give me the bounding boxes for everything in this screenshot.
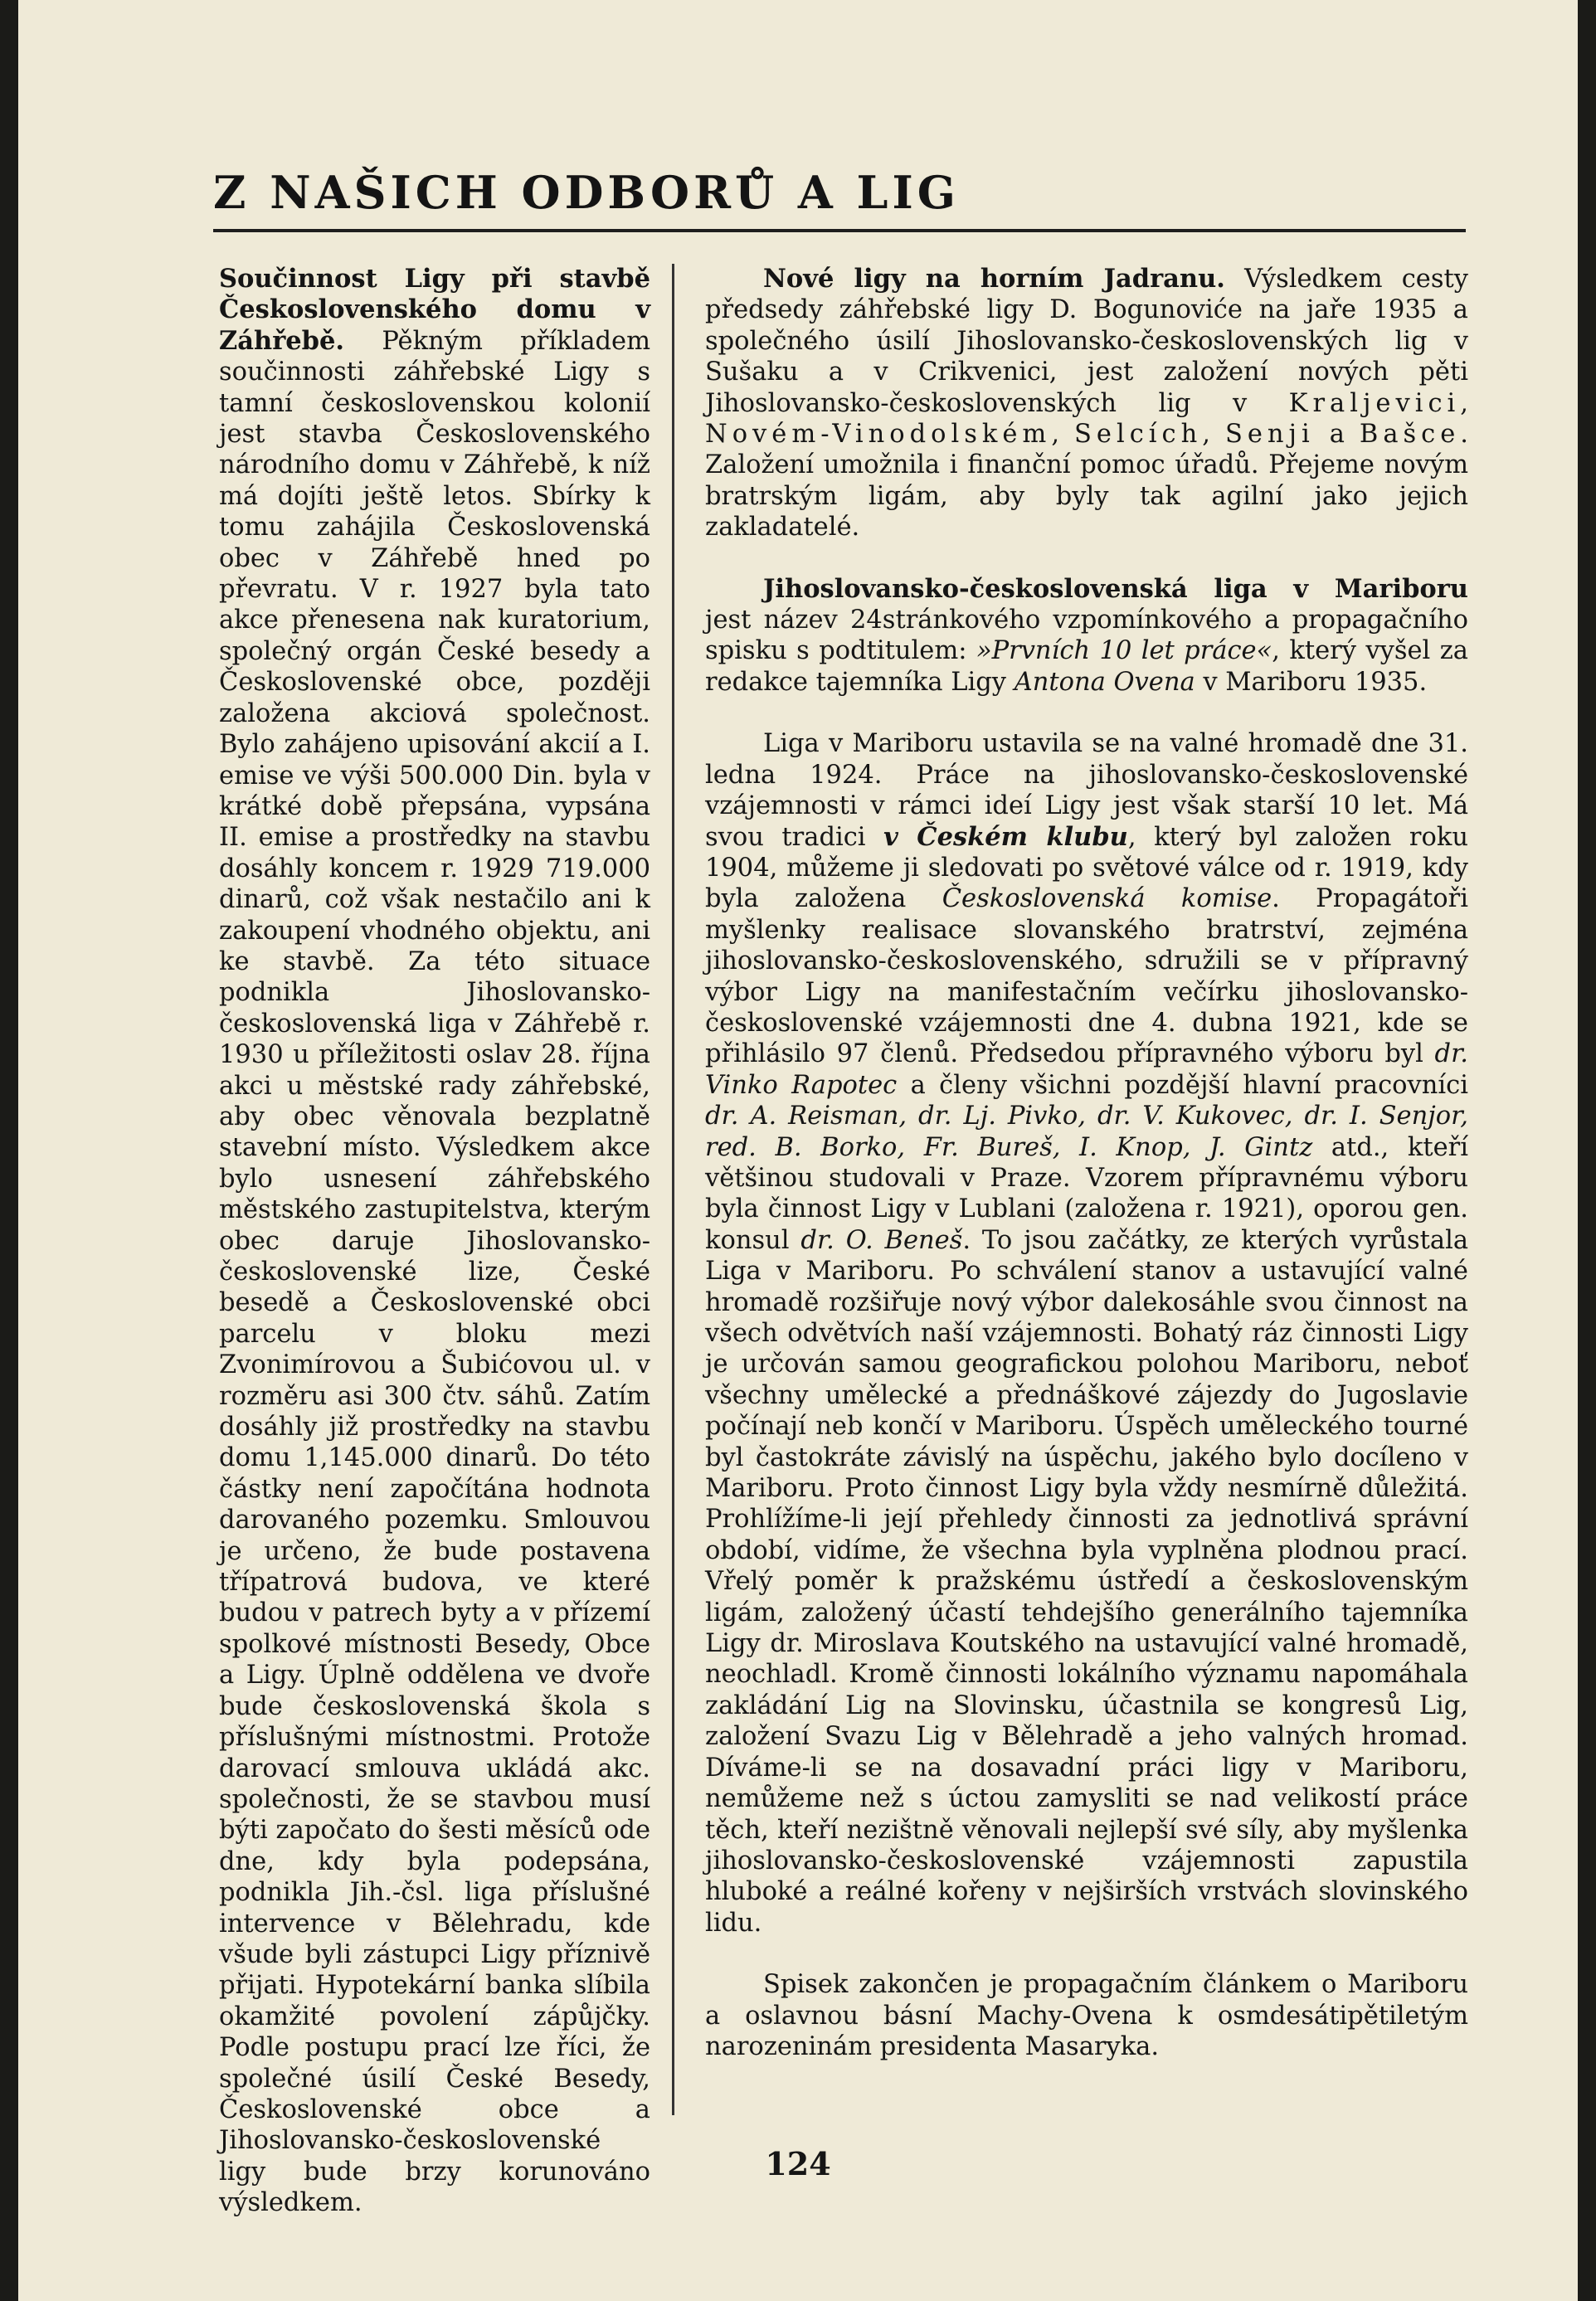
text-run: Liga v Mariboru ustavila se na valné hromadě dne 31. ledna 1924. Práce na jihoslovansko-československé vzájemnosti v rámci ideí Ligy jest však starší 10 let. Má svou tradici: [705, 729, 1468, 852]
article-new-leagues-text: Výsledkem cesty předsedy záhřebské ligy D. Bogunoviće na jaře 1935 a společného úsilí Jihoslovansko-československých lig v Sušaku a v Crikvenici, jest založení nových pěti Jihoslovansko-československých lig v: [705, 265, 1468, 418]
consul-name: dr. O. Beneš: [800, 1225, 963, 1255]
booklet-editor: Antona Ovena: [1014, 667, 1195, 697]
column-divider: [672, 264, 674, 2115]
article-maribor-booklet-text-3: v Mariboru 1935.: [1195, 667, 1428, 697]
chairman-name: dr. Vinko Rapotec: [705, 1039, 1468, 1100]
page: [18, 0, 1578, 2301]
place-selce: Selcích: [1074, 420, 1203, 450]
text-run: . Propagátoři myšlenky realisace slovanského bratrství, zejména jihoslovansko-československého, sdružili se v přípravný výbor Ligy na manifestačním večírku jihoslovansko-československé vzájemnosti dne 4. dubna 1921, kde se přihlásilo 97 členů. Předsedou přípravného výboru byl: [705, 884, 1469, 1069]
separator: ,: [1202, 420, 1225, 450]
place-senj: Senji: [1224, 420, 1315, 450]
right-column: [705, 264, 1468, 2062]
separator: ,: [1051, 420, 1075, 450]
place-kraljevica: Kraljevici: [1288, 388, 1461, 418]
article-maribor-booklet-heading: Jihoslovansko-československá liga v Mariboru: [763, 573, 1468, 604]
page-number: 124: [765, 2145, 831, 2182]
article-maribor-booklet-text: jest název 24stránkového vzpomínkového a propagačního spisku s podtitulem:: [705, 606, 1468, 666]
booklet-subtitle: »Prvních 10 let práce«: [976, 636, 1272, 666]
text-run: . To jsou začátky, ze kterých vyrůstala Liga v Mariboru. Po schválení stanov a ustavující valné hromadě rozšiřuje nový výbor dalekosáhle svou činnost na všech odvětvích naší vzájemnosti. Bohatý ráz činnosti Ligy je určován samou geografickou polohou Mariboru, neboť všechny umělecké a přednáškové zájezdy do Jugoslavie počínají neb končí v Mariboru. Úspěch uměleckého tourné byl častokráte závislý na úspěchu, jakého bylo docíleno v Mariboru. Proto činnost Ligy byla vždy nesmírně důležitá. Prohlížíme-li její přehledy činnosti za jednotlivá správní období, vidíme, že všechna byla vyplněna plodnou prací. Vřelý poměr k pražskému ústředí a československým ligám, založený účastí tehdejšího generálního tajemníka Ligy dr. Miroslava Koutského na ustavující valné hromadě, neochladl. Kromě činnosti lokálního významu napomáhala zakládání Lig na Slovinsku, účastnila se kongresů Lig, založení Svazu Lig v Bělehradě a jeho valných hromad. Díváme-li se na dosavadní práci ligy v Mariboru, nemůžeme než s úctou zamysliti se nad velikostí práce těch, kteří nezištně věnovali nejlepší své síly, aby myšlenka jihoslovansko-československé vzájemnosti zapustila hluboké a reálné kořeny v nejširších vrstvách slovinského lidu.: [705, 1225, 1469, 1938]
place-novi-vinodolski: Novém-Vinodolském: [705, 420, 1052, 450]
article-maribor-history: [705, 728, 1468, 1939]
text-run: , který byl založen roku 1904, můžeme ji sledovati po světové válce od r. 1919, kdy byla založena: [705, 822, 1468, 914]
text-run: a členy všichni pozdější hlavní pracovníci: [897, 1070, 1468, 1100]
header-rule: [213, 229, 1466, 232]
place-baska: Bašce: [1359, 420, 1461, 450]
article-new-leagues: [705, 264, 1468, 543]
article-new-leagues-text-end: . Založení umožnila i finanční pomoc úřadů. Přejeme novým bratrským ligám, aby byly tak agilní jako jejich zakladatelé.: [705, 420, 1468, 542]
czech-club: v Českém klubu: [883, 821, 1128, 852]
article-zahreb-body: Pěkným příkladem součinnosti záhřebské Ligy s tamní československou kolonií jest stavba Československého národního domu v Záhřebě, k níž má dojíti ještě letos. Sbírky k tomu zahájila Československá obec v Záhřebě hned po převratu. V r. 1927 byla tato akce přenesena nak kuratorium, společný orgán České besedy a Československé obce, později založena akciová společnost. Bylo zahájeno upisování akcií a I. emise ve výši 500.000 Din. byla v krátké době přepsána, vypsána II. emise a prostředky na stavbu dosáhly koncem r. 1929 719.000 dinarů, což však nestačilo ani k zakoupení vhodného objektu, ani ke stavbě. Za této situace podnikla Jihoslovansko-československá liga v Záhřebě r. 1930 u příležitosti oslav 28. října akci u městské rady záhřebské, aby obec věnovala bezplatně stavební místo. Výsledkem akce bylo usnesení záhřebského městského zastupitelstva, kterým obec daruje Jihoslovansko-československé lize, České besedě a Československé obci parcelu v bloku mezi Zvonimírovou a Šubićovou ul. v rozměru asi 300 čtv. sáhů. Zatím dosáhly již prostředky na stavbu domu 1,145.000 dinarů. Do této částky není započítána hodnota darovaného pozemku. Smlouvou je určeno, že bude postavena třípatrová budova, ve které budou v patrech byty a v přízemí spolkové místnosti Besedy, Obce a Ligy. Úplně oddělena ve dvoře bude československá škola s příslušnými místnostmi. Protože darovací smlouva ukládá akc. společnosti, že se stavbou musí býti započato do šesti měsíců ode dne, kdy byla podepsána, podnikla Jih.-čsl. liga příslušné intervence v Bělehradu, kde všude byli zástupci Ligy příznivě přijati. Hypotekární banka slíbila okamžité povolení zápůjčky. Podle postupu prací lze říci, že společné úsilí České Besedy, Československé obce a Jihoslovansko-československé ligy bude brzy korunováno výsledkem.: [219, 326, 650, 2218]
article-new-leagues-heading: Nové ligy na horním Jadranu.: [763, 264, 1225, 294]
article-zahreb: [219, 264, 650, 2219]
separator: ,: [1460, 388, 1468, 418]
left-column: [219, 264, 650, 2219]
czechoslovak-commission: Československá komise: [942, 884, 1272, 914]
text-run: atd., kteří většinou studovali v Praze. Vzorem přípravnému výboru byla činnost Ligy v Lublani (založena r. 1921), oporou gen. konsul: [705, 1132, 1468, 1255]
article-maribor-booklet: [705, 574, 1468, 698]
page-title: Z NAŠICH ODBORŮ A LIG: [213, 166, 960, 219]
article-zahreb-heading: Součinnost Ligy při stavbě Československého domu v Záhřebě.: [219, 264, 650, 356]
article-maribor-booklet-text-2: , který vyšel za redakce tajemníka Ligy: [705, 636, 1468, 697]
members-names: dr. A. Reisman, dr. Lj. Pivko, dr. V. Kukovec, dr. I. Senjor, red. B. Borko, Fr. Bureš, I. Knop, J. Gintz: [705, 1102, 1468, 1162]
separator: a: [1314, 420, 1360, 450]
article-maribor-closing: Spisek zakončen je propagačním článkem o Mariboru a oslavnou básní Machy-Ovena k osmdesátipětiletým narozeninám presidenta Masaryka.: [705, 1970, 1468, 2061]
